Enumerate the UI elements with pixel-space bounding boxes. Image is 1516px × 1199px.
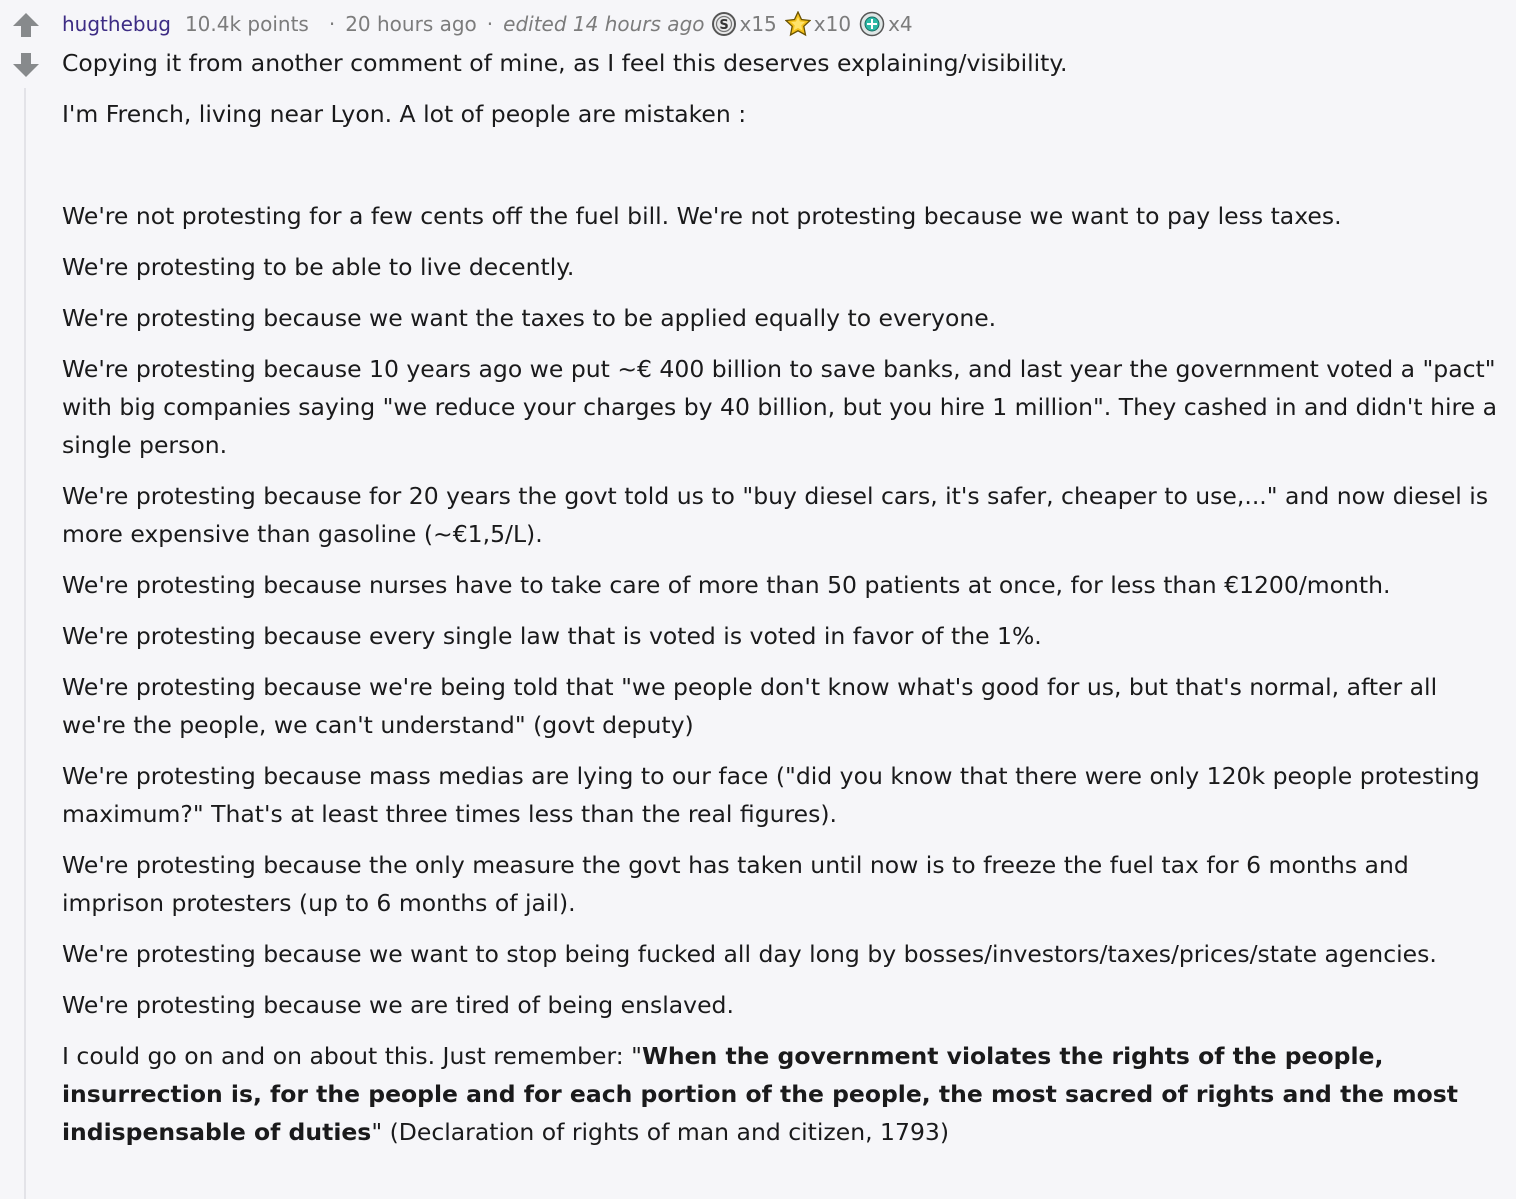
upvote-arrow-icon[interactable] <box>12 12 40 38</box>
paragraph: We're protesting because the only measure the govt has taken until now is to freeze the fuel tax for 6 months and imprison protesters (up to 6 months of jail). <box>62 851 1409 917</box>
silver-award[interactable] <box>711 11 777 37</box>
silver-award-icon <box>711 11 737 37</box>
svg-text:S: S <box>718 18 729 33</box>
paragraph: We're protesting because nurses have to take care of more than 50 patients at once, for less than €1200/month. <box>62 571 1391 599</box>
meta-separator: · <box>486 12 494 36</box>
platinum-award[interactable] <box>859 11 913 37</box>
vote-column <box>0 0 50 1199</box>
thread-collapse-line[interactable] <box>24 88 26 1199</box>
comment <box>62 0 1506 1164</box>
platinum-award-icon <box>859 11 885 37</box>
downvote-arrow-icon[interactable] <box>12 52 40 78</box>
paragraph: I'm French, living near Lyon. A lot of people are mistaken : <box>62 100 747 128</box>
edited-time: edited 14 hours ago <box>503 12 705 36</box>
comment-body <box>62 44 1506 1151</box>
paragraph: We're protesting because we want to stop being fucked all day long by bosses/investors/taxes/prices/state agencies. <box>62 940 1437 968</box>
paragraph: We're protesting because every single law that is voted is voted in favor of the 1%. <box>62 622 1042 650</box>
comment-time: 20 hours ago <box>345 12 477 36</box>
gold-award-count: x10 <box>813 12 852 36</box>
closing-paragraph <box>62 1037 1506 1151</box>
paragraph: We're protesting because we're being told that "we people don't know what's good for us, but that's normal, after all we're the people, we can't understand" (govt deputy) <box>62 673 1438 739</box>
closing-suffix: " (Declaration of rights of man and citizen, 1793) <box>371 1118 950 1146</box>
comment-meta <box>62 0 1506 49</box>
paragraph: We're not protesting for a few cents off the fuel bill. We're not protesting because we want to pay less taxes. <box>62 202 1342 230</box>
gold-award-icon <box>785 11 811 37</box>
closing-prefix: I could go on and on about this. Just remember: " <box>62 1042 642 1070</box>
platinum-award-count: x4 <box>888 12 913 36</box>
paragraph: We're protesting because 10 years ago we put ~€ 400 billion to save banks, and last year the government voted a "pact" with big companies saying "we reduce your charges by 40 billion, but you hire 1 million". They cashed in and didn't hire a single person. <box>62 355 1497 459</box>
paragraph: We're protesting because we want the taxes to be applied equally to everyone. <box>62 304 997 332</box>
points-count: 10.4k points <box>184 12 309 36</box>
meta-separator: · <box>328 12 336 36</box>
author-link[interactable]: hugthebug <box>62 12 171 36</box>
paragraph: Copying it from another comment of mine, as I feel this deserves explaining/visibility. <box>62 49 1068 77</box>
paragraph: We're protesting because we are tired of being enslaved. <box>62 991 734 1019</box>
silver-award-count: x15 <box>739 12 777 36</box>
paragraph: We're protesting because mass medias are lying to our face ("did you know that there were only 120k people protesting maximum?" That's at least three times less than the real figures). <box>62 762 1480 828</box>
paragraph-spacer <box>62 146 1506 197</box>
gold-award[interactable] <box>785 11 851 37</box>
paragraph: We're protesting to be able to live decently. <box>62 253 575 281</box>
closing-quote: When the government violates the rights of the people, insurrection is, for the people and for each portion of the people, the most sacred of rights and the most indispensable of duties <box>62 1042 1459 1146</box>
paragraph: We're protesting because for 20 years the govt told us to "buy diesel cars, it's safer, cheaper to use,..." and now diesel is more expensive than gasoline (~€1,5/L). <box>62 482 1489 548</box>
